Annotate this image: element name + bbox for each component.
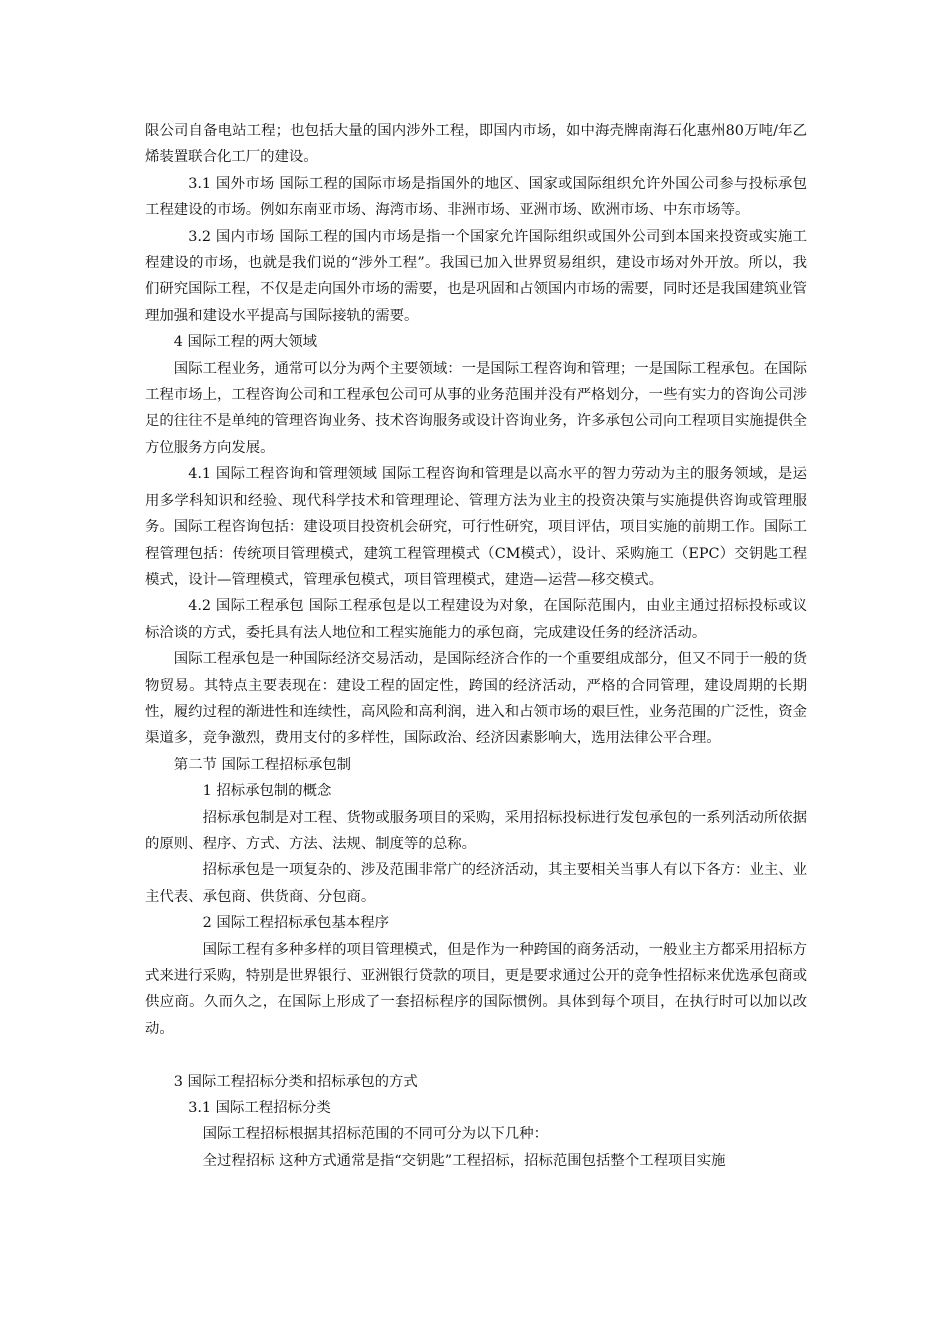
paragraph-classification-intro: 国际工程招标根据其招标范围的不同可分为以下几种：	[202, 1126, 548, 1143]
paragraph-contracting-features: 国际工程承包是一种国际经济交易活动，是国际经济合作的一个重要组成部分，但又不同于一般的货物贸易。其特点主要表现在：建设工程的固定性，跨国的经济活动，严格的合同管理，建设周期的长期性，履约过程的渐进性和连续性，高风险和高利润，进入和占领市场的艰巨性，业务范围的广泛性，资金渠道多，竞争激烈，费用支付的多样性，国际政治、经济因素影响大，选用法律公平合理。	[145, 651, 807, 747]
paragraph-turnkey-bidding: 全过程招标 这种方式通常是指“交钥匙”工程招标，招标范围包括整个工程项目实施	[202, 1152, 726, 1169]
paragraph-bidding-parties: 招标承包是一项复杂的、涉及范围非常广的经济活动，其主要相关当事人有以下各方：业主、业主代表、承包商、供货商、分包商。	[145, 862, 808, 905]
paragraph-bidding-procedure: 国际工程有多种多样的项目管理模式，但是作为一种跨国的商务活动，一般业主方都采用招标方式来进行采购，特别是世界银行、亚洲银行贷款的项目，更是要求通过公开的竞争性招标来优选承包商或供应商。久而久之，在国际上形成了一套招标程序的国际惯例。具体到每个项目，在执行时可以加以改动。	[145, 941, 808, 1037]
paragraph-bidding-definition: 招标承包制是对工程、货物或服务项目的采购，采用招标投标进行发包承包的一系列活动所依据的原则、程序、方式、方法、法规、制度等的总称。	[145, 809, 808, 852]
heading-bidding-types: 3 国际工程招标分类和招标承包的方式	[173, 1073, 418, 1090]
paragraph-domestic-market: 3.2 国内市场 国际工程的国内市场是指一个国家允许国际组织或国外公司到本国来投资或实施工程建设的市场，也就是我们说的“涉外工程”。我国已加入世界贸易组织，建设市场对外开放。所以，我们研究国际工程，不仅是走向国外市场的需要，也是巩固和占领国内市场的需要，同时还是我国建筑业管理加强和建设水平提高与国际接轨的需要。	[145, 228, 807, 324]
heading-two-fields: 4 国际工程的两大领域	[173, 334, 318, 351]
paragraph-consulting-management: 4.1 国际工程咨询和管理领域 国际工程咨询和管理是以高水平的智力劳动为主的服务领域，是运用多学科知识和经验、现代科学技术和管理理论、管理方法为业主的投资决策与实施提供咨询或管理服务。国际工程咨询包括：建设项目投资机会研究，可行性研究，项目评估，项目实施的前期工作。国际工程管理包括：传统项目管理模式，建筑工程管理模式（CM模式），设计、采购施工（EPC）交钥匙工程模式，设计—管理模式，管理承包模式，项目管理模式，建造—运营—移交模式。	[145, 466, 807, 588]
heading-bidding-concept: 1 招标承包制的概念	[202, 783, 332, 800]
paragraph-contracting: 4.2 国际工程承包 国际工程承包是以工程建设为对象，在国际范围内，由业主通过招标投标或议标洽谈的方式，委托具有法人地位和工程实施能力的承包商，完成建设任务的经济活动。	[145, 598, 807, 641]
paragraph-foreign-market: 3.1 国外市场 国际工程的国际市场是指国外的地区、国家或国际组织允许外国公司参与投标承包工程建设的市场。例如东南亚市场、海湾市场、非洲市场、亚洲市场、欧洲市场、中东市场等。	[145, 175, 807, 219]
section-heading-bidding: 第二节 国际工程招标承包制	[173, 756, 352, 773]
heading-bidding-classification: 3.1 国际工程招标分类	[188, 1100, 331, 1117]
paragraph-1: 限公司自备电站工程；也包括大量的国内涉外工程，即国内市场，如中海壳牌南海石化惠州80万吨/年乙烯装置联合化工厂的建设。	[145, 123, 807, 166]
paragraph-spacer	[145, 1042, 807, 1068]
heading-bidding-procedure: 2 国际工程招标承包基本程序	[202, 915, 390, 932]
document-page	[145, 118, 807, 1174]
paragraph-business-fields: 国际工程业务，通常可以分为两个主要领域：一是国际工程咨询和管理；一是国际工程承包。在国际工程市场上，工程咨询公司和工程承包公司可从事的业务范围并没有严格划分，一些有实力的咨询公司涉足的往往不是单纯的管理咨询业务、技术咨询服务或设计咨询业务，许多承包公司向工程项目实施提供全方位服务方向发展。	[145, 360, 807, 456]
